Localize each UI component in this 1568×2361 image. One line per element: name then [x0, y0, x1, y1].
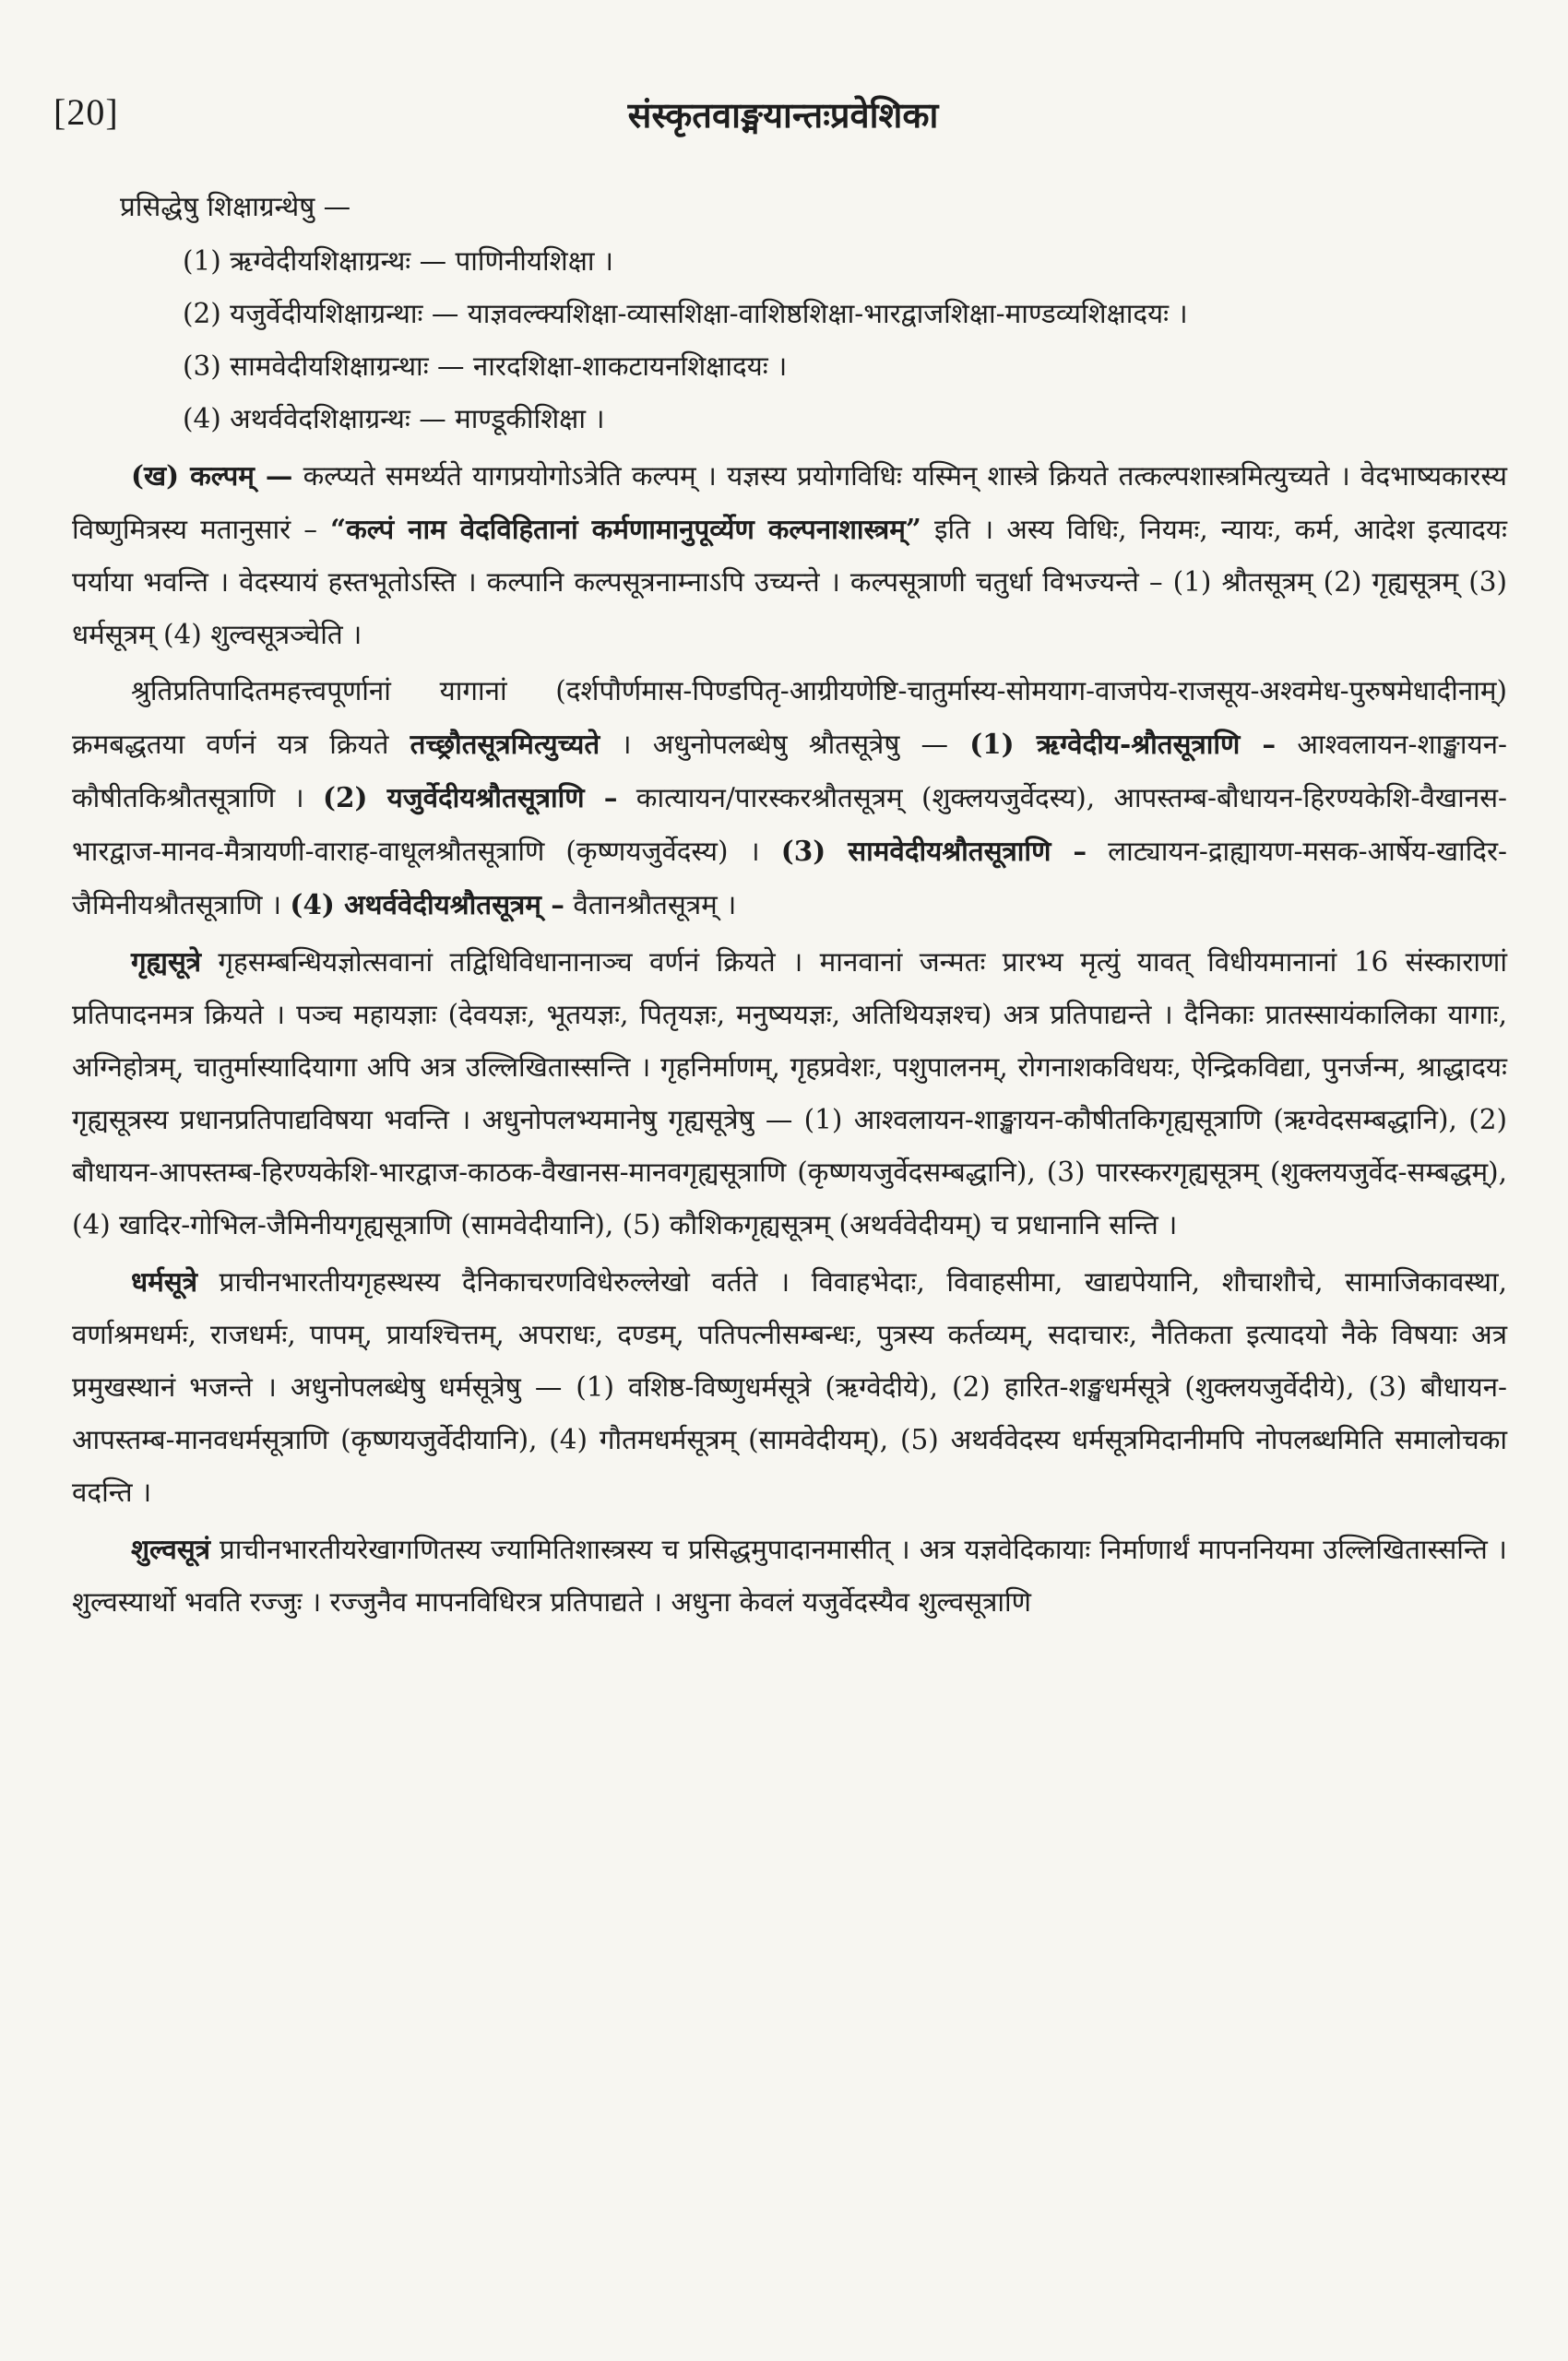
shrauta-text-5: लाट्यायन-द्राह्यायण-मसक-आर्षेय-खादिर-जैमिनीयश्रौतसूत्राणि । [72, 836, 1508, 920]
shiksha-item-samaveda: (3) सामवेदीयशिक्षाग्रन्थाः — नारदशिक्षा-शाकटायनशिक्षादयः । [183, 350, 788, 382]
shrauta-paragraph [72, 665, 1516, 931]
shrauta-bold-4: (3) सामवेदीयश्रौतसूत्राणि – [780, 835, 1087, 867]
shrauta-text-3: आश्वलायन-शाङ्खायन-कौषीतकिश्रौतसूत्राणि । [72, 729, 1507, 813]
grihya-text: गृहसम्बन्धियज्ञोत्सवानां तद्विधिविधानानाञ्च वर्णनं क्रियते । मानवानां जन्मतः प्रारभ्य मृत्युं यावत् विधीयमानानां 16 संस्काराणां प्रतिपादनमत्र क्रियते । पञ्च महायज्ञाः (देवयज्ञः, भूतयज्ञः, पितृयज्ञः, मनुष्ययज्ञः, अतिथियज्ञश्च) अत्र प्रतिपाद्यन्ते । दैनिकाः प्रातस्सायंकालिका यागाः, अग्निहोत्रम्, चातुर्मास्यादियागा अपि अत्र उल्लिखितास्सन्ति । गृहनिर्माणम्, गृहप्रवेशः, पशुपालनम्, रोगनाशकविधयः, ऐन्द्रिकविद्या, पुनर्जन्म, श्राद्धादयः गृह्यसूत्रस्य प्रधानप्रतिपाद्यविषया भवन्ति । अधुनोपलभ्यमानेषु गृह्यसूत्रेषु — (1) आश्वलायन-शाङ्खायन-कौषीतकिगृह्यसूत्राणि (ऋग्वेदसम्बद्धानि), (2) बौधायन-आपस्तम्ब-हिरण्यकेशि-भारद्वाज-काठक-वैखानस-मानवगृह्यसूत्राणि (कृष्णयजुर्वेदसम्बद्धानि), (3) पारस्करगृह्यसूत्रम् (शुक्लयजुर्वेद-सम्बद्धम्), (4) खादिर-गोभिल-जैमिनीयगृह्यसूत्राणि (सामवेदीयानि), (5) कौशिकगृह्यसूत्रम् (अथर्ववेदीयम्) च प्रधानानि सन्ति । [72, 946, 1516, 1240]
shiksha-item-yajurveda: (2) यजुर्वेदीयशिक्षाग्रन्थाः — याज्ञवल्क्यशिक्षा-व्यासशिक्षा-वाशिष्ठशिक्षा-भारद्वाजशिक्षा-माण्डव्यशिक्षादयः । [183, 298, 1188, 329]
shiksha-intro: प्रसिद्धेषु शिक्षाग्रन्थेषु — [120, 191, 351, 222]
kalpa-text-2: इति । अस्य विधिः, नियमः, न्यायः, कर्म, आदेश इत्यादयः पर्याया भवन्ति । वेदस्यायं हस्तभूतोऽस्ति । कल्पानि कल्पसूत्रनाम्नाऽपि उच्यन्ते । कल्पसूत्राणी चतुर्धा विभज्यन्ते – (1) श्रौतसूत्रम् (2) गृह्यसूत्रम् (3) धर्मसूत्रम् (4) शुल्वसूत्रञ्चेति । [72, 514, 1516, 650]
shrauta-text-4: कात्यायन/पारस्करश्रौतसूत्रम् (शुक्लयजुर्वेदस्य), आपस्तम्ब-बौधायन-हिरण्यकेशि-वैखानस-भारद्वाज-मानव-मैत्रायणी-वाराह-वाधूलश्रौतसूत्राणि (कृष्णयजुर्वेदस्य) । [72, 782, 1507, 867]
shiksha-item-atharvaveda: (4) अथर्ववेदशिक्षाग्रन्थः — माण्डूकीशिक्षा । [183, 403, 605, 434]
dharma-text: प्राचीनभारतीयगृहस्थस्य दैनिकाचरणविधेरुल्लेखो वर्तते । विवाहभेदाः, विवाहसीमा, खाद्यपेयानि, शौचाशौचे, सामाजिकावस्था, वर्णाश्रमधर्मः, राजधर्मः, पापम्, प्रायश्चित्तम्, अपराधः, दण्डम्, पतिपत्नीसम्बन्धः, पुत्रस्य कर्तव्यम्, सदाचारः, नैतिकता इत्यादयो नैके विषयाः अत्र प्रमुखस्थानं भजन्ते । अधुनोपलब्धेषु धर्मसूत्रेषु — (1) वशिष्ठ-विष्णुधर्मसूत्रे (ऋग्वेदीये), (2) हारित-शङ्खधर्मसूत्रे (शुक्लयजुर्वेदीये), (3) बौधायन-आपस्तम्ब-मानवधर्मसूत्राणि (कृष्णयजुर्वेदीयानि), (4) गौतमधर्मसूत्रम् (सामवेदीयम्), (5) अथर्ववेदस्य धर्मसूत्रमिदानीमपि नोपलब्धमिति समालोचका वदन्ति । [72, 1266, 1516, 1508]
grihya-paragraph [72, 935, 1516, 1252]
page-content [72, 181, 1516, 1629]
dharma-paragraph [72, 1255, 1516, 1519]
shrauta-text-2: । अधुनोपलब्धेषु श्रौतसूत्रेषु — [600, 729, 970, 760]
kalpa-paragraph [72, 449, 1516, 661]
shrauta-text-1: श्रुतिप्रतिपादितमहत्त्वपूर्णानां यागानां (दर्शपौर्णमास-पिण्डपितृ-आग्रीयणेष्टि-चातुर्मास्य-सोमयाग-वाजपेय-राजसूय-अश्वमेध-पुरुषमेधादीनाम्) क्रमबद्धतया वर्णनं यत्र क्रियते [72, 675, 1516, 760]
page-number: [20] [53, 91, 119, 133]
shrauta-bold-3: (2) यजुर्वेदीयश्रौतसूत्राणि – [323, 781, 618, 813]
shulva-text: प्राचीनभारतीयरेखागणितस्य ज्यामितिशास्त्रस्य च प्रसिद्धमुपादानमासीत् । अत्र यज्ञवेदिकायाः निर्माणार्थं मापननियमा उल्लिखितास्सन्ति । शुल्वस्यार्थो भवति रज्जुः । रज्जुनैव मापनविधिरत्र प्रतिपाद्यते । अधुना केवलं यजुर्वेदस्यैव शुल्वसूत्राणि [72, 1534, 1516, 1618]
shrauta-bold-2: (1) ऋग्वेदीय-श्रौतसूत्राणि – [969, 728, 1277, 760]
running-title: संस्कृतवाङ्मयान्तःप्रवेशिका [627, 94, 939, 136]
kalpa-heading: (ख) कल्पम् — [131, 459, 293, 492]
grihya-heading: गृह्यसूत्रे [131, 945, 202, 978]
shulva-paragraph [72, 1523, 1516, 1629]
page-header [53, 90, 1513, 146]
shrauta-text-6: वैतानश्रौतसूत्रम् । [564, 889, 737, 920]
shulva-heading: शुल्वसूत्रं [131, 1533, 210, 1565]
kalpa-quote: “कल्पं नाम वेदविहितानां कर्मणामानुपूर्व्येण कल्पनाशास्त्रम्” [330, 513, 921, 545]
shrauta-bold-1: तच्छ्रौतसूत्रमित्युच्यते [410, 728, 600, 760]
shiksha-item-rigveda: (1) ऋग्वेदीयशिक्षाग्रन्थः — पाणिनीयशिक्षा । [183, 245, 614, 277]
shrauta-bold-5: (4) अथर्ववेदीयश्रौतसूत्रम् – [290, 888, 564, 920]
dharma-heading: धर्मसूत्रे [131, 1265, 198, 1298]
kalpa-text-1: कल्प्यते समर्थ्यते यागप्रयोगोऽत्रेति कल्पम् । यज्ञस्य प्रयोगविधिः यस्मिन् शास्त्रे क्रियते तत्कल्पशास्त्रमित्युच्यते । वेदभाष्यकारस्य विष्णुमित्रस्य मतानुसारं – [72, 460, 1516, 545]
